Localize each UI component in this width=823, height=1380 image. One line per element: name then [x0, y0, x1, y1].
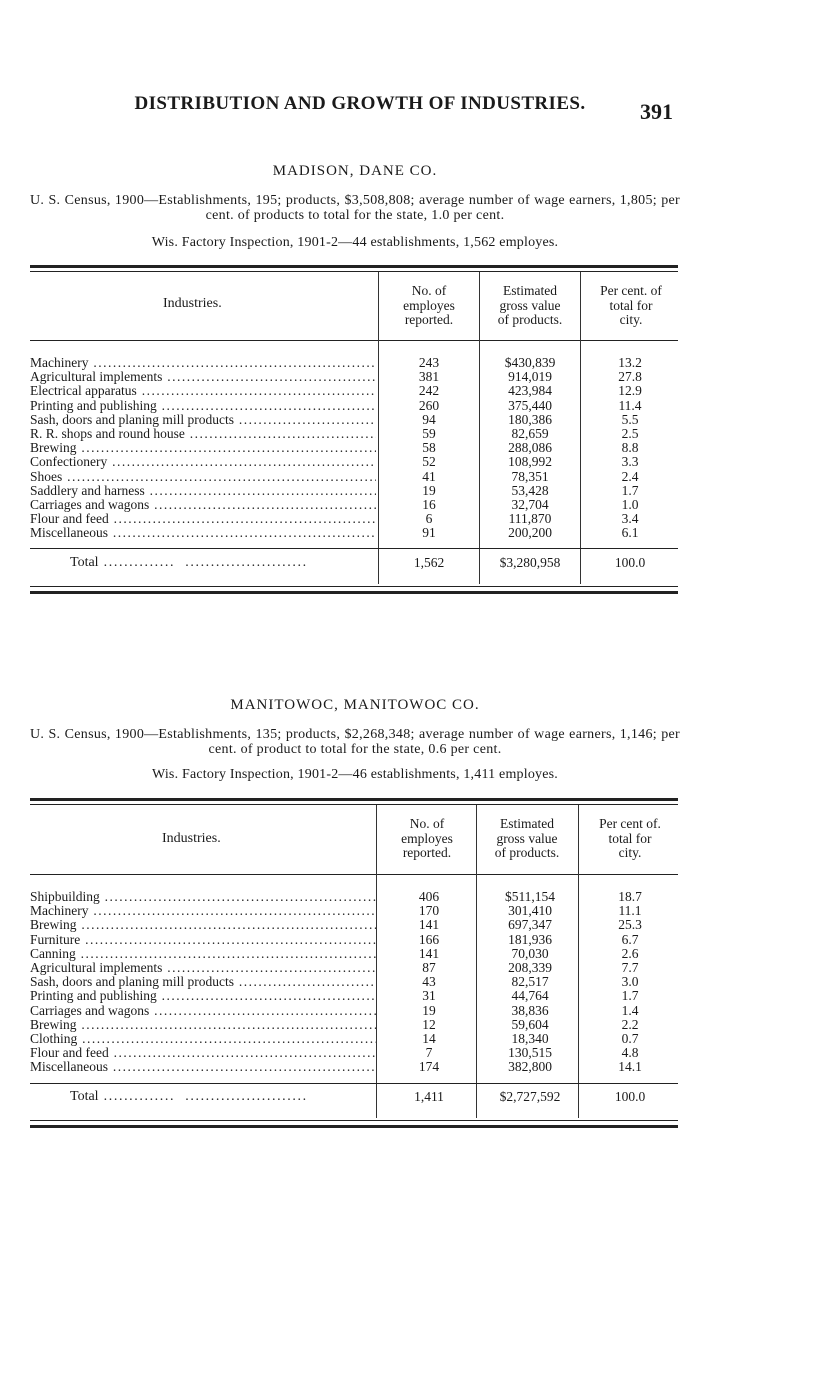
- value-cell: 108,992: [508, 454, 552, 470]
- table-row: [30, 512, 678, 526]
- value-cell: 288,086: [508, 440, 552, 456]
- percent-cell: 18.7: [618, 889, 642, 904]
- percent-cell: 27.8: [618, 369, 642, 385]
- total-percent: 100.0: [614, 555, 646, 570]
- table-top-rule: [30, 798, 678, 801]
- table-row: [30, 470, 678, 484]
- total-label-text: Total: [70, 1089, 99, 1104]
- census-summary: U. S. Census, 1900—Establishments, 135; products, $2,268,348; average number of wage earners, 1,146; per cent. of product to total for the state, 0.6 per cent.: [30, 727, 680, 757]
- value-cell: 301,410: [508, 903, 552, 919]
- employes-cell: 14: [422, 1030, 436, 1046]
- column-header-percent: [582, 817, 678, 861]
- industry-cell: Brewing .....: [30, 1018, 376, 1032]
- industry-cell: Flour and feed .....: [30, 1046, 376, 1060]
- value-cell: 914,019: [508, 369, 552, 385]
- industry-cell: Agricultural implements .....: [30, 370, 376, 384]
- table-body: [30, 890, 678, 1074]
- table-bottom-rule-thin: [30, 586, 678, 587]
- table-row: [30, 455, 678, 469]
- table-bottom-rule: [30, 1125, 678, 1128]
- column-header-industries: Industries.: [162, 831, 221, 846]
- total-label: Total .............. ........................: [70, 1089, 308, 1104]
- industry-cell: Machinery .....: [30, 356, 376, 370]
- employes-cell: 19: [422, 482, 436, 498]
- industry-cell: Agricultural implements .....: [30, 961, 376, 975]
- percent-cell: 2.4: [621, 468, 639, 484]
- percent-cell: 0.7: [621, 1030, 639, 1046]
- industry-cell: R. R. shops and round house .....: [30, 427, 376, 441]
- value-cell: 375,440: [508, 397, 552, 413]
- column-header-line: total for: [608, 830, 652, 846]
- column-header-line: Estimated: [503, 283, 557, 298]
- column-header-line: reported.: [402, 845, 452, 860]
- value-cell: 82,659: [511, 425, 549, 441]
- total-row: [30, 555, 678, 571]
- table-row: [30, 1004, 678, 1018]
- employes-cell: 7: [425, 1045, 433, 1061]
- percent-cell: 11.4: [618, 397, 642, 413]
- employes-cell: 406: [418, 889, 440, 904]
- industry-cell: Sash, doors and planing mill products .....: [30, 975, 376, 989]
- table-row: [30, 947, 678, 961]
- column-header-industries: Industries.: [163, 296, 222, 311]
- value-cell: $430,839: [504, 355, 556, 370]
- table-row: [30, 399, 678, 413]
- employes-cell: 59: [422, 425, 436, 441]
- column-header-line: city.: [619, 312, 643, 327]
- total-value: $3,280,958: [499, 555, 561, 570]
- percent-cell: 25.3: [618, 917, 642, 933]
- percent-cell: 6.1: [621, 525, 639, 541]
- table-row: [30, 370, 678, 384]
- table-row: [30, 918, 678, 932]
- column-header-line: gross value: [499, 297, 561, 313]
- table-row: [30, 933, 678, 947]
- employes-cell: 94: [422, 411, 436, 427]
- value-cell: 78,351: [511, 468, 549, 484]
- employes-cell: 170: [418, 903, 440, 919]
- column-header-line: gross value: [496, 830, 558, 846]
- table-body: [30, 356, 678, 540]
- percent-cell: 6.7: [621, 931, 639, 947]
- percent-cell: 3.4: [621, 511, 639, 527]
- industry-cell: Flour and feed .....: [30, 512, 376, 526]
- percent-cell: 13.2: [618, 355, 642, 370]
- value-cell: 181,936: [508, 931, 552, 947]
- column-header-line: reported.: [404, 312, 454, 327]
- percent-cell: 5.5: [621, 411, 639, 427]
- census-summary: U. S. Census, 1900—Establishments, 195; products, $3,508,808; average number of wage earners, 1,805; per cent. of products to total for the state, 1.0 per cent.: [30, 193, 680, 223]
- column-header-value: [480, 284, 580, 328]
- table-row: [30, 1060, 678, 1074]
- percent-cell: 8.8: [621, 440, 639, 456]
- city-heading: MANITOWOC, MANITOWOC CO.: [230, 697, 480, 713]
- inspection-summary: Wis. Factory Inspection, 1901-2—44 establishments, 1,562 employes.: [151, 235, 559, 250]
- column-header-line: city.: [618, 845, 642, 860]
- total-top-rule: [30, 1083, 678, 1084]
- column-header-line: No. of: [409, 816, 445, 831]
- column-header-line: total for: [609, 297, 653, 313]
- industry-cell: Brewing .....: [30, 441, 376, 455]
- column-header-line: Per cent of.: [599, 816, 661, 831]
- percent-cell: 2.5: [621, 425, 639, 441]
- percent-cell: 3.0: [621, 974, 639, 990]
- industry-cell: Clothing .....: [30, 1032, 376, 1046]
- employes-cell: 141: [418, 945, 440, 961]
- value-cell: 111,870: [508, 511, 552, 527]
- employes-cell: 19: [422, 1002, 436, 1018]
- value-cell: 130,515: [508, 1045, 552, 1061]
- industry-cell: Sash, doors and planing mill products .....: [30, 413, 376, 427]
- value-cell: 180,386: [508, 411, 552, 427]
- table-row: [30, 498, 678, 512]
- column-header-line: Per cent. of: [600, 283, 662, 298]
- inspection-summary: Wis. Factory Inspection, 1901-2—46 establishments, 1,411 employes.: [151, 767, 558, 782]
- industry-cell: Printing and publishing .....: [30, 989, 376, 1003]
- industry-cell: Brewing .....: [30, 918, 376, 932]
- industry-cell: Carriages and wagons .....: [30, 498, 376, 512]
- table-row: [30, 1032, 678, 1046]
- table-row: [30, 890, 678, 904]
- table-row: [30, 356, 678, 370]
- employes-cell: 41: [422, 468, 436, 484]
- employes-cell: 87: [422, 959, 436, 975]
- industry-cell: Printing and publishing .....: [30, 399, 376, 413]
- percent-cell: 2.2: [621, 1016, 639, 1032]
- employes-cell: 141: [418, 917, 440, 933]
- value-cell: 32,704: [511, 496, 549, 512]
- table-row: [30, 427, 678, 441]
- table-row: [30, 961, 678, 975]
- table-row: [30, 413, 678, 427]
- value-cell: $511,154: [504, 889, 556, 904]
- table-row: [30, 484, 678, 498]
- industry-cell: Machinery .....: [30, 904, 376, 918]
- employes-cell: 243: [418, 355, 440, 370]
- percent-cell: 3.3: [621, 454, 639, 470]
- table-bottom-rule: [30, 591, 678, 594]
- employes-cell: 174: [418, 1059, 440, 1075]
- percent-cell: 4.8: [621, 1045, 639, 1061]
- column-header-line: employes: [403, 297, 455, 313]
- industry-cell: Confectionery .....: [30, 455, 376, 469]
- employes-cell: 16: [422, 496, 436, 512]
- employes-cell: 43: [422, 974, 436, 990]
- percent-cell: 1.7: [621, 482, 639, 498]
- value-cell: 423,984: [508, 383, 552, 399]
- employes-cell: 12: [422, 1016, 436, 1032]
- employes-cell: 6: [425, 511, 433, 527]
- table-row: [30, 526, 678, 540]
- table-row: [30, 989, 678, 1003]
- employes-cell: 58: [422, 440, 436, 456]
- employes-cell: 91: [422, 525, 436, 541]
- industry-cell: Saddlery and harness .....: [30, 484, 376, 498]
- page-title: DISTRIBUTION AND GROWTH OF INDUSTRIES.: [134, 93, 586, 114]
- header-bottom-rule: [30, 874, 678, 875]
- table-row: [30, 975, 678, 989]
- column-header-value: [477, 817, 577, 861]
- total-percent: 100.0: [614, 1089, 646, 1104]
- column-header-line: No. of: [411, 283, 447, 298]
- percent-cell: 12.9: [618, 383, 642, 399]
- total-employes: 1,411: [414, 1089, 444, 1104]
- value-cell: 59,604: [511, 1016, 549, 1032]
- value-cell: 44,764: [511, 988, 549, 1004]
- page-number: 391: [640, 99, 673, 124]
- employes-cell: 242: [418, 383, 440, 399]
- percent-cell: 1.0: [621, 496, 639, 512]
- percent-cell: 11.1: [618, 903, 642, 919]
- value-cell: 82,517: [511, 974, 549, 990]
- industry-cell: Carriages and wagons .....: [30, 1004, 376, 1018]
- industry-cell: Miscellaneous .....: [30, 1060, 376, 1074]
- value-cell: 38,836: [511, 1002, 549, 1018]
- value-cell: 208,339: [508, 959, 552, 975]
- employes-cell: 260: [418, 397, 440, 413]
- value-cell: 697,347: [508, 917, 552, 933]
- column-header-line: of products.: [494, 845, 560, 860]
- percent-cell: 1.7: [621, 988, 639, 1004]
- employes-cell: 381: [418, 369, 440, 385]
- industry-cell: Electrical apparatus .....: [30, 384, 376, 398]
- total-top-rule: [30, 548, 678, 549]
- table-row: [30, 1018, 678, 1032]
- industry-cell: Shoes .....: [30, 470, 376, 484]
- table-row: [30, 441, 678, 455]
- table-row: [30, 384, 678, 398]
- column-header-employes: [380, 817, 474, 861]
- employes-cell: 31: [422, 988, 436, 1004]
- value-cell: 18,340: [511, 1030, 549, 1046]
- value-cell: 200,200: [508, 525, 552, 541]
- total-row: [30, 1089, 678, 1105]
- table-bottom-rule-thin: [30, 1120, 678, 1121]
- percent-cell: 1.4: [621, 1002, 639, 1018]
- percent-cell: 14.1: [618, 1059, 642, 1075]
- industry-cell: Canning .....: [30, 947, 376, 961]
- industry-cell: Miscellaneous .....: [30, 526, 376, 540]
- percent-cell: 7.7: [621, 959, 639, 975]
- column-header-percent: [584, 284, 678, 328]
- city-heading: MADISON, DANE CO.: [272, 163, 438, 179]
- table-top-rule: [30, 265, 678, 268]
- column-header-line: of products.: [497, 312, 563, 327]
- column-header-line: Estimated: [500, 816, 554, 831]
- total-label: Total .............. ........................: [70, 555, 308, 570]
- table-row: [30, 1046, 678, 1060]
- value-cell: 53,428: [511, 482, 549, 498]
- value-cell: 70,030: [511, 945, 549, 961]
- total-employes: 1,562: [413, 555, 445, 570]
- total-value: $2,727,592: [499, 1089, 561, 1104]
- percent-cell: 2.6: [621, 945, 639, 961]
- employes-cell: 166: [418, 931, 440, 947]
- employes-cell: 52: [422, 454, 436, 470]
- industry-cell: Furniture .....: [30, 933, 376, 947]
- table-top-rule-thin: [30, 804, 678, 805]
- column-header-line: employes: [401, 830, 453, 846]
- total-label-text: Total: [70, 555, 99, 570]
- value-cell: 382,800: [508, 1059, 552, 1075]
- column-header-employes: [382, 284, 476, 328]
- table-row: [30, 904, 678, 918]
- industry-cell: Shipbuilding .....: [30, 890, 376, 904]
